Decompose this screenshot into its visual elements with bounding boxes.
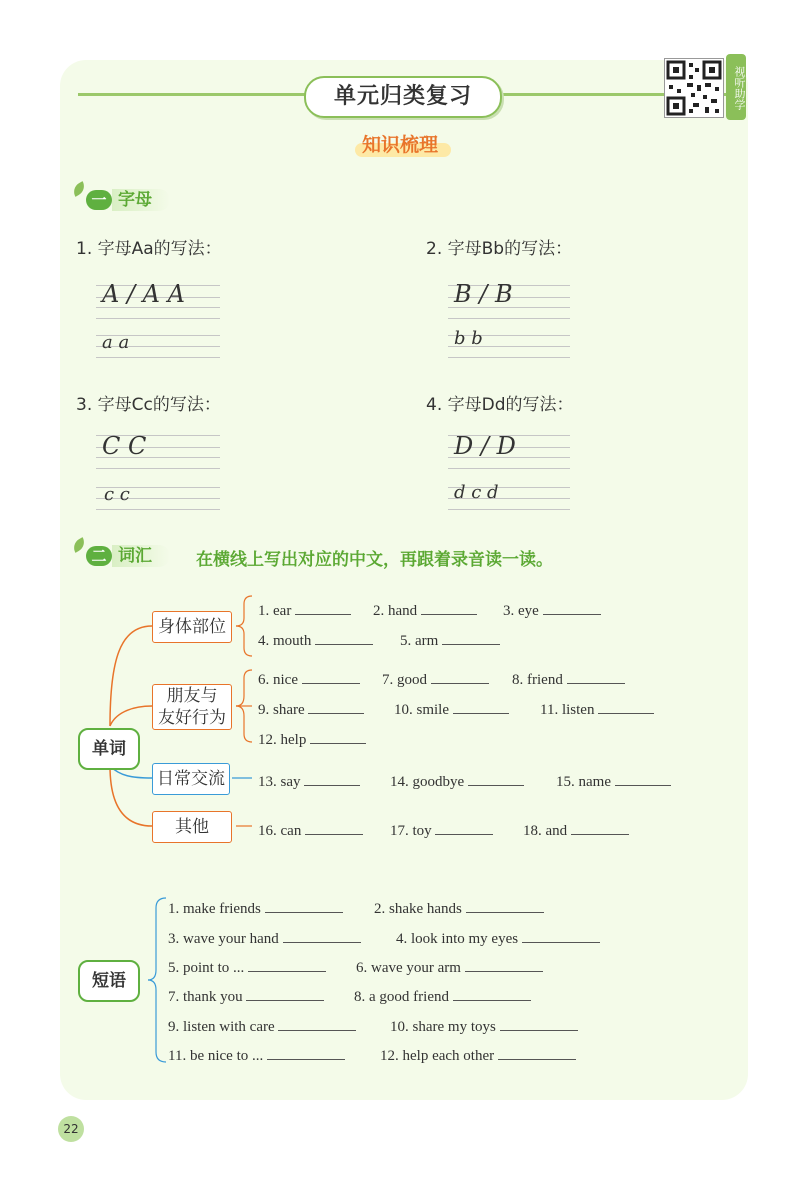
answer-blank[interactable] <box>265 898 343 913</box>
letter-cc-lower: c c <box>104 484 130 505</box>
answer-blank[interactable] <box>246 986 324 1001</box>
section-number: 二 <box>86 546 112 566</box>
section-title-vocabulary: 词汇 <box>112 545 170 567</box>
section-title-letters: 字母 <box>112 189 170 211</box>
word-item: 16. can <box>258 820 363 840</box>
letter-cc-label: 3. 字母Cc的写法： <box>76 395 221 415</box>
group-node-others: 其他 <box>152 811 232 843</box>
phrase-item: 4. look into my eyes <box>396 928 600 948</box>
letter-aa-label: 1. 字母Aa的写法： <box>76 239 222 259</box>
letter-dd-lower: d c d <box>454 482 499 503</box>
letter-aa-upper: A / A A <box>102 280 185 308</box>
word-item: 10. smile <box>394 699 509 719</box>
phrase-item: 11. be nice to ... <box>168 1045 345 1065</box>
word-item: 12. help <box>258 729 366 749</box>
answer-blank[interactable] <box>421 600 477 615</box>
answer-blank[interactable] <box>567 669 625 684</box>
group-node-daily-talk: 日常交流 <box>152 763 230 795</box>
vocabulary-instruction: 在横线上写出对应的中文，再跟着录音读一读。 <box>196 550 553 570</box>
answer-blank[interactable] <box>248 957 326 972</box>
answer-blank[interactable] <box>435 820 493 835</box>
answer-blank[interactable] <box>431 669 489 684</box>
word-item: 6. nice <box>258 669 360 689</box>
word-item: 8. friend <box>512 669 625 689</box>
phrase-item: 1. make friends <box>168 898 343 918</box>
root-node-phrases: 短语 <box>78 960 140 1002</box>
group-node-body-parts: 身体部位 <box>152 611 232 643</box>
letter-bb-label: 2. 字母Bb的写法： <box>426 239 573 259</box>
answer-blank[interactable] <box>465 957 543 972</box>
phrase-item: 10. share my toys <box>390 1016 578 1036</box>
word-item: 3. eye <box>503 600 601 620</box>
word-item: 9. share <box>258 699 364 719</box>
word-item: 2. hand <box>373 600 477 620</box>
answer-blank[interactable] <box>308 699 364 714</box>
word-item: 7. good <box>382 669 489 689</box>
phrase-item: 6. wave your arm <box>356 957 543 977</box>
letter-aa-lower: a a <box>102 332 130 353</box>
word-item: 18. and <box>523 820 629 840</box>
word-item: 17. toy <box>390 820 493 840</box>
word-item: 14. goodbye <box>390 771 524 791</box>
answer-blank[interactable] <box>615 771 671 786</box>
answer-blank[interactable] <box>442 630 500 645</box>
phrase-item: 8. a good friend <box>354 986 531 1006</box>
answer-blank[interactable] <box>283 928 361 943</box>
answer-blank[interactable] <box>304 771 360 786</box>
word-item: 13. say <box>258 771 360 791</box>
answer-blank[interactable] <box>571 820 629 835</box>
word-item: 15. name <box>556 771 671 791</box>
phrase-item: 5. point to ... <box>168 957 326 977</box>
word-item: 5. arm <box>400 630 500 650</box>
answer-blank[interactable] <box>468 771 524 786</box>
page-number: 22 <box>58 1116 84 1142</box>
answer-blank[interactable] <box>278 1016 356 1031</box>
letter-bb-lower: b b <box>454 328 483 349</box>
qr-tag-label: 视听助学 <box>726 54 746 120</box>
phrase-item: 7. thank you <box>168 986 324 1006</box>
letter-dd-upper: D / D <box>454 432 516 460</box>
phrase-item: 9. listen with care <box>168 1016 356 1036</box>
letter-bb-upper: B / B <box>454 280 513 308</box>
answer-blank[interactable] <box>500 1016 578 1031</box>
root-node-words: 单词 <box>78 728 140 770</box>
letter-cc-upper: C C <box>102 432 147 460</box>
group-node-friends: 朋友与 友好行为 <box>152 684 232 730</box>
answer-blank[interactable] <box>305 820 363 835</box>
word-item: 11. listen <box>540 699 654 719</box>
answer-blank[interactable] <box>598 699 654 714</box>
answer-blank[interactable] <box>453 699 509 714</box>
section-subtitle: 知识梳理 <box>361 134 438 156</box>
phrase-item: 12. help each other <box>380 1045 576 1065</box>
answer-blank[interactable] <box>315 630 373 645</box>
phrase-item: 2. shake hands <box>374 898 544 918</box>
answer-blank[interactable] <box>543 600 601 615</box>
word-item: 4. mouth <box>258 630 373 650</box>
phrase-item: 3. wave your hand <box>168 928 361 948</box>
answer-blank[interactable] <box>310 729 366 744</box>
answer-blank[interactable] <box>498 1045 576 1060</box>
page-title: 单元归类复习 <box>304 76 502 118</box>
answer-blank[interactable] <box>522 928 600 943</box>
answer-blank[interactable] <box>453 986 531 1001</box>
section-number: 一 <box>86 190 112 210</box>
answer-blank[interactable] <box>466 898 544 913</box>
word-item: 1. ear <box>258 600 351 620</box>
answer-blank[interactable] <box>267 1045 345 1060</box>
letter-dd-label: 4. 字母Dd的写法： <box>426 395 574 415</box>
answer-blank[interactable] <box>302 669 360 684</box>
answer-blank[interactable] <box>295 600 351 615</box>
